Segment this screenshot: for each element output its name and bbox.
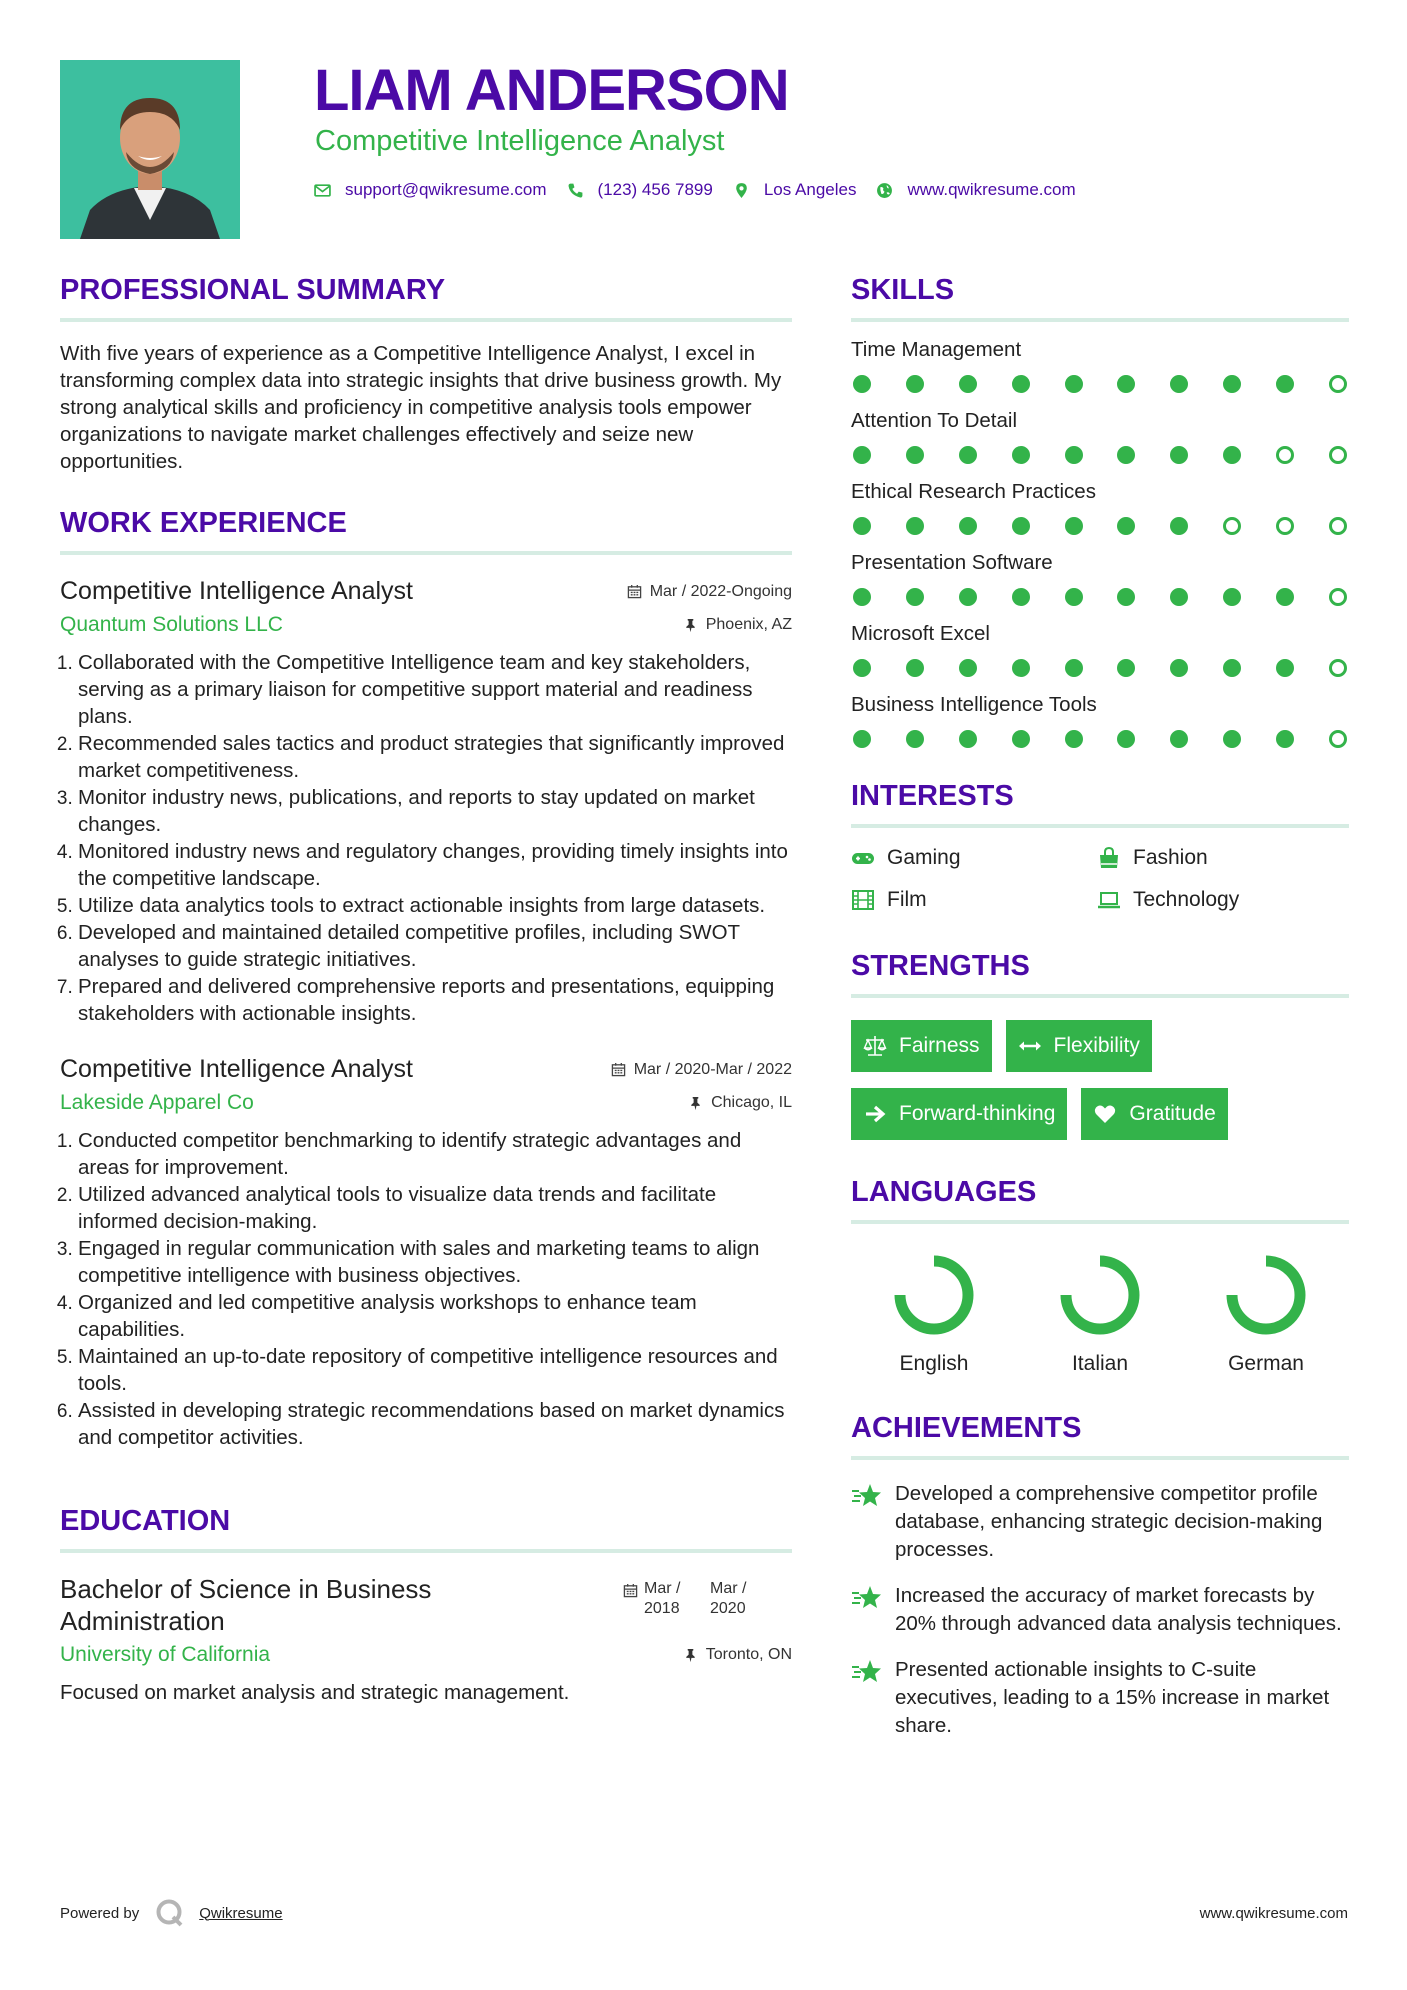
job-date (611, 1061, 792, 1079)
bullet-item: 1. Collaborated with the Competitive Intelligence team and key stakeholders, serving as a primary liaison for competitive support material and readiness plans. (78, 649, 792, 730)
skill-dot-filled (1012, 588, 1030, 606)
skill-rating (851, 517, 1349, 535)
skill-dot-filled (1012, 730, 1030, 748)
education-start: Mar / 2018 (644, 1580, 681, 1617)
arrows-horizontal-icon (1018, 1034, 1042, 1058)
skill-dot-filled (1223, 659, 1241, 677)
skill-dot-filled (1065, 375, 1083, 393)
skill-name: Time Management (851, 338, 1022, 361)
bullet-item: 2. Recommended sales tactics and product strategies that significantly improved market competitiveness. (78, 730, 792, 784)
language-name: Italian (1071, 1352, 1129, 1375)
language-level-ring (887, 1248, 981, 1342)
skill-name: Ethical Research Practices (851, 480, 1096, 503)
shopping-bag-icon (1097, 846, 1121, 870)
skill-dot-filled (1276, 730, 1294, 748)
language-level-ring (1053, 1248, 1147, 1342)
skill-dot-filled (853, 446, 871, 464)
skill-rating (851, 730, 1349, 748)
bullet-item: 5. Utilize data analytics tools to extract actionable insights from large datasets. (78, 892, 792, 919)
skill-item (851, 336, 1349, 393)
skill-dot-filled (1223, 446, 1241, 464)
pushpin-icon (683, 1648, 698, 1663)
language-name: English (899, 1352, 969, 1375)
bullet-item: 3. Engaged in regular communication with sales and marketing teams to align competitive intelligence with business objectives. (78, 1235, 792, 1289)
education-entry (60, 1573, 792, 1706)
skill-dot-filled (906, 588, 924, 606)
summary-heading: PROFESSIONAL SUMMARY (60, 272, 792, 322)
achievements-heading: ACHIEVEMENTS (851, 1410, 1349, 1460)
skill-item (851, 620, 1349, 677)
skill-dot-filled (1170, 659, 1188, 677)
right-column (851, 272, 1349, 1740)
language-item (851, 1248, 1017, 1376)
star-icon (851, 1658, 883, 1688)
skill-dot-filled (1170, 730, 1188, 748)
interest-label: Fashion (1133, 846, 1208, 869)
language-level-arc (1232, 1261, 1300, 1329)
job-bullets (60, 1127, 792, 1451)
skill-dot-empty (1329, 446, 1347, 464)
contact-email-text: support@qwikresume.com (345, 180, 547, 199)
skill-name: Business Intelligence Tools (851, 693, 1097, 716)
summary-text: With five years of experience as a Competitive Intelligence Analyst, I excel in transforming complex data into strategic insights that drive business growth. My strong analytical skills and proficiency in competitive analysis tools empower organizations to navigate market challenges effectively and seize new opportunities. (60, 342, 782, 473)
languages-heading: LANGUAGES (851, 1174, 1349, 1224)
language-name: German (1228, 1352, 1304, 1375)
interests-heading: INTERESTS (851, 778, 1349, 828)
achievement-item (851, 1480, 1349, 1564)
bullet-item: 4. Monitored industry news and regulatory changes, providing timely insights into the competitive landscape. (78, 838, 792, 892)
phone-icon (567, 182, 584, 199)
skill-dot-empty (1329, 588, 1347, 606)
strengths-list (851, 1020, 1349, 1140)
language-item (1017, 1248, 1183, 1376)
skill-rating (851, 588, 1349, 606)
skill-dot-filled (959, 446, 977, 464)
skill-dot-filled (1065, 517, 1083, 535)
skill-dot-empty (1276, 517, 1294, 535)
envelope-icon (314, 182, 331, 199)
skill-dot-filled (959, 375, 977, 393)
degree-title: Bachelor of Science in Business Administration (60, 1574, 432, 1636)
heart-icon (1093, 1102, 1117, 1126)
skill-dot-filled (906, 517, 924, 535)
globe-icon (876, 182, 893, 199)
company-name: Lakeside Apparel Co (60, 1091, 254, 1114)
skill-dot-filled (1117, 730, 1135, 748)
skill-dot-filled (1065, 730, 1083, 748)
bullet-item: 6. Assisted in developing strategic recommendations based on market dynamics and competitor activities. (78, 1397, 792, 1451)
education-location-text: Toronto, ON (705, 1646, 792, 1663)
skill-dot-filled (1170, 375, 1188, 393)
experience-heading: WORK EXPERIENCE (60, 505, 792, 555)
interest-label: Technology (1133, 888, 1240, 911)
skill-rating (851, 659, 1349, 677)
skill-dot-filled (1276, 659, 1294, 677)
skill-item (851, 478, 1349, 535)
language-item (1183, 1248, 1349, 1376)
skill-dot-filled (906, 375, 924, 393)
brand-link[interactable]: Qwikresume (199, 1904, 283, 1922)
interest-item (1097, 846, 1343, 870)
strength-label: Flexibility (1053, 1034, 1140, 1057)
skill-dot-filled (959, 517, 977, 535)
skill-dot-filled (1223, 730, 1241, 748)
skill-name: Attention To Detail (851, 409, 1018, 432)
skill-dot-empty (1329, 659, 1347, 677)
achievements-list (851, 1480, 1349, 1740)
education-dates (623, 1579, 762, 1637)
skill-dot-empty (1223, 517, 1241, 535)
skill-dot-filled (1065, 588, 1083, 606)
education-heading: EDUCATION (60, 1503, 792, 1553)
map-marker-icon (733, 182, 750, 199)
company-name: Quantum Solutions LLC (60, 613, 283, 636)
skill-dot-filled (1170, 588, 1188, 606)
job-title: Competitive Intelligence Analyst (60, 577, 413, 605)
bullet-item: 7. Prepared and delivered comprehensive reports and presentations, equipping stakeholders with actionable insights. (78, 973, 792, 1027)
contact-location (733, 180, 857, 200)
bullet-item: 3. Monitor industry news, publications, and reports to stay updated on market changes. (78, 784, 792, 838)
pushpin-icon (683, 618, 698, 633)
contact-website-text: www.qwikresume.com (907, 180, 1076, 199)
interest-label: Film (887, 888, 927, 911)
skill-dot-filled (1170, 446, 1188, 464)
skill-dot-empty (1329, 730, 1347, 748)
job-location (688, 1094, 792, 1112)
skill-rating (851, 446, 1349, 464)
skill-dot-filled (853, 517, 871, 535)
skill-name: Microsoft Excel (851, 622, 990, 645)
skill-dot-filled (1223, 375, 1241, 393)
calendar-icon (627, 584, 642, 599)
languages-list (851, 1248, 1349, 1376)
interest-item (851, 846, 1097, 870)
skill-dot-filled (1276, 375, 1294, 393)
job-entry (60, 1053, 792, 1451)
laptop-icon (1097, 888, 1121, 912)
interest-item (851, 888, 1097, 912)
skill-dot-filled (959, 730, 977, 748)
skill-dot-filled (853, 730, 871, 748)
skill-dot-filled (906, 446, 924, 464)
school-name: University of California (60, 1643, 271, 1666)
interest-label: Gaming (887, 846, 961, 869)
powered-by-label: Powered by (60, 1904, 140, 1922)
contact-website[interactable] (876, 180, 1075, 200)
left-column (60, 272, 792, 1706)
skill-dot-filled (1012, 659, 1030, 677)
skill-dot-filled (1117, 588, 1135, 606)
language-level-ring (1219, 1248, 1313, 1342)
contact-email[interactable] (314, 180, 547, 200)
strength-chip (851, 1020, 992, 1072)
skill-dot-filled (1065, 446, 1083, 464)
skill-dot-filled (1117, 659, 1135, 677)
candidate-name: LIAM ANDERSON (314, 58, 789, 123)
skill-dot-filled (1012, 375, 1030, 393)
gamepad-icon (851, 846, 875, 870)
strength-label: Gratitude (1129, 1102, 1216, 1125)
achievement-text: Increased the accuracy of market forecasts by 20% through advanced data analysis techniques. (895, 1584, 1342, 1635)
skill-dot-filled (906, 659, 924, 677)
skill-dot-filled (853, 588, 871, 606)
skill-dot-filled (1276, 588, 1294, 606)
education-description: Focused on market analysis and strategic management. (60, 1681, 570, 1704)
skill-item (851, 691, 1349, 748)
skill-dot-filled (1012, 446, 1030, 464)
skill-dot-filled (906, 730, 924, 748)
skill-dot-filled (853, 659, 871, 677)
job-date-text: Mar / 2022-Ongoing (649, 582, 792, 600)
portrait-image (60, 60, 240, 239)
skill-dot-filled (1065, 659, 1083, 677)
achievement-item (851, 1582, 1349, 1638)
interests-list (851, 846, 1349, 912)
interest-item (1097, 888, 1343, 912)
skill-dot-filled (1223, 588, 1241, 606)
job-location-text: Phoenix, AZ (705, 616, 792, 633)
bullet-item: 5. Maintained an up-to-date repository of competitive intelligence resources and tools. (78, 1343, 792, 1397)
star-icon (851, 1482, 883, 1512)
skill-dot-filled (853, 375, 871, 393)
skill-dot-empty (1276, 446, 1294, 464)
education-location (683, 1646, 792, 1664)
job-title: Competitive Intelligence Analyst (60, 1055, 413, 1083)
bullet-item: 1. Conducted competitor benchmarking to identify strategic advantages and areas for improvement. (78, 1127, 792, 1181)
language-level-arc (1066, 1261, 1134, 1329)
strength-chip (1006, 1020, 1152, 1072)
achievement-item (851, 1656, 1349, 1740)
film-icon (851, 888, 875, 912)
contact-phone-text: (123) 456 7899 (597, 180, 713, 199)
strength-label: Fairness (899, 1034, 980, 1057)
skill-dot-empty (1329, 375, 1347, 393)
star-icon (851, 1584, 883, 1614)
skill-dot-filled (959, 659, 977, 677)
contact-bar (314, 178, 1096, 202)
contact-phone[interactable] (567, 180, 713, 200)
achievement-text: Developed a comprehensive competitor profile database, enhancing strategic decision-making processes. (895, 1482, 1323, 1561)
contact-location-text: Los Angeles (763, 180, 857, 199)
skill-dot-filled (959, 588, 977, 606)
job-location (683, 616, 792, 634)
skill-dot-filled (1012, 517, 1030, 535)
footer-website[interactable]: www.qwikresume.com (1199, 1905, 1348, 1922)
skill-dot-filled (1117, 446, 1135, 464)
bullet-item: 4. Organized and led competitive analysis workshops to enhance team capabilities. (78, 1289, 792, 1343)
pushpin-icon (688, 1096, 703, 1111)
skill-item (851, 549, 1349, 606)
skill-rating (851, 375, 1349, 393)
skill-dot-filled (1117, 517, 1135, 535)
candidate-role: Competitive Intelligence Analyst (315, 125, 725, 157)
skill-item (851, 407, 1349, 464)
job-bullets (60, 649, 792, 1027)
skills-heading: SKILLS (851, 272, 1349, 322)
profile-photo (60, 60, 240, 239)
calendar-icon (611, 1062, 626, 1077)
language-level-arc (900, 1261, 968, 1329)
calendar-icon (623, 1583, 638, 1598)
strengths-heading: STRENGTHS (851, 948, 1349, 998)
skill-name: Presentation Software (851, 551, 1053, 574)
job-entry (60, 575, 792, 1027)
job-date (627, 583, 792, 601)
skill-dot-empty (1329, 517, 1347, 535)
qwikresume-logo-icon (155, 1898, 185, 1928)
strength-chip (1081, 1088, 1227, 1140)
job-date-text: Mar / 2020-Mar / 2022 (633, 1060, 792, 1078)
skill-dot-filled (1170, 517, 1188, 535)
strength-chip (851, 1088, 1067, 1140)
footer-powered-by (60, 1898, 283, 1928)
skills-list (851, 336, 1349, 748)
education-end: Mar / 2020 (710, 1580, 747, 1617)
bullet-item: 2. Utilized advanced analytical tools to visualize data trends and facilitate informed decision-making. (78, 1181, 792, 1235)
bullet-item: 6. Developed and maintained detailed competitive profiles, including SWOT analyses to guide strategic initiatives. (78, 919, 792, 973)
strength-label: Forward-thinking (899, 1102, 1056, 1125)
achievement-text: Presented actionable insights to C-suite executives, leading to a 15% increase in market share. (895, 1658, 1330, 1737)
skill-dot-filled (1117, 375, 1135, 393)
job-location-text: Chicago, IL (711, 1094, 792, 1111)
balance-scale-icon (863, 1034, 887, 1058)
arrow-right-icon (863, 1102, 887, 1126)
